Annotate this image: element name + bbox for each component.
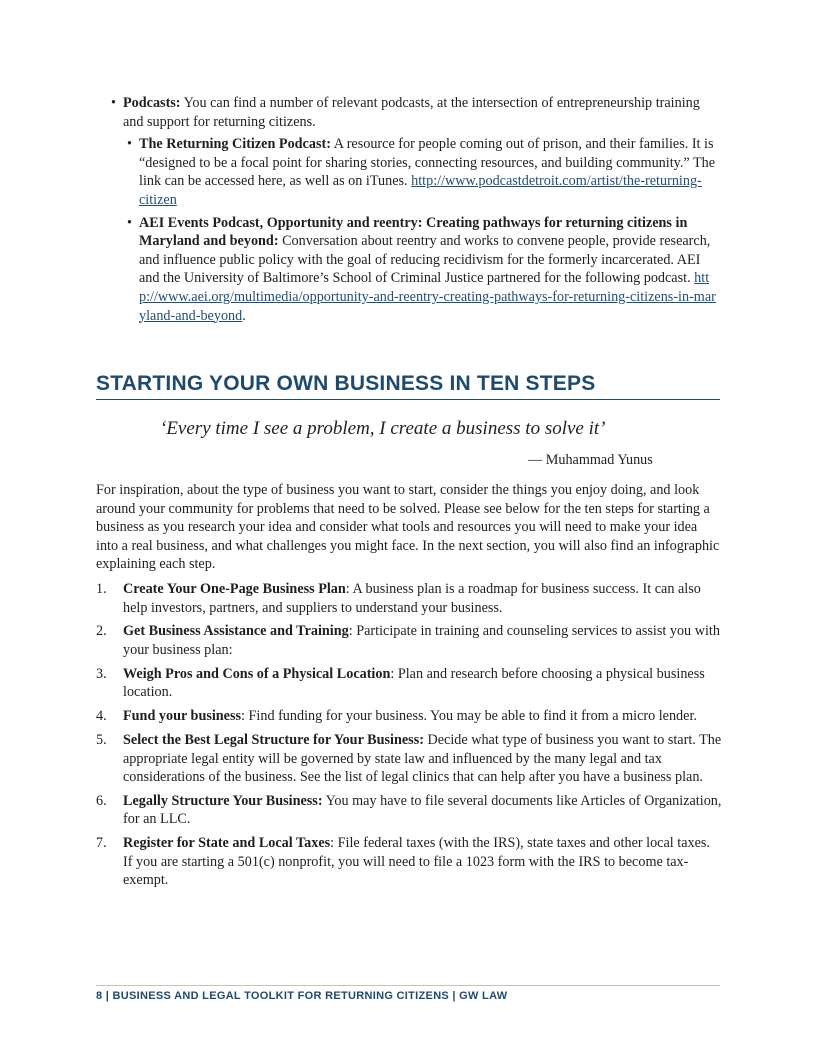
steps-list xyxy=(96,580,722,895)
podcasts-text: You can find a number of relevant podcasts, at the intersection of entrepreneurship training and support for returning citizens. xyxy=(123,95,700,130)
step-text: : Find funding for your business. You may be able to find it from a micro lender. xyxy=(241,708,697,725)
bullet-dot: • xyxy=(127,136,132,153)
page-footer: 8 | BUSINESS AND LEGAL TOOLKIT FOR RETURNING CITIZENS | GW LAW xyxy=(96,990,508,1002)
step-number: 2. xyxy=(96,623,107,640)
podcast-item-returning-citizen xyxy=(96,135,722,209)
step-item xyxy=(96,731,722,787)
podcast-description: A resource for people coming out of prison, and their families. It is “designed to be a focal point for sharing stories, connecting resources, and building community.” The link can be accessed here, as well as on iTunes. xyxy=(139,136,716,190)
step-text: You may have to file several documents like Articles of Organization, for an LLC. xyxy=(123,792,722,828)
step-item xyxy=(96,580,722,617)
podcast-list xyxy=(96,135,722,325)
step-title: Get Business Assistance and Training xyxy=(123,623,349,640)
podcasts-section xyxy=(96,94,722,329)
step-text: : Plan and research before choosing a physical business location. xyxy=(123,665,705,701)
step-item xyxy=(96,834,722,890)
step-title: Fund your business xyxy=(123,708,242,725)
step-number: 4. xyxy=(96,708,107,725)
podcast-title: AEI Events Podcast, Opportunity and reentry: Creating pathways for returning citizens in Maryland and beyond: xyxy=(139,214,688,250)
podcast-description: Conversation about reentry and works to convene people, provide research, and influence public policy with the goal of reducing recidivism for the formerly incarcerated. AEI and the University of Baltimore’s School of Criminal Justice partnered for the following podcast. xyxy=(139,233,711,287)
step-number: 7. xyxy=(96,835,107,852)
podcast-link[interactable]: http://www.aei.org/multimedia/opportunity-and-reentry-creating-pathways-for-returning-citizens-in-maryland-and-beyond xyxy=(139,270,716,324)
quote-text: ‘Every time I see a problem, I create a business to solve it’ xyxy=(160,418,606,439)
step-text: Decide what type of business you want to start. The appropriate legal entity will be governed by state law and influenced by the many legal and tax considerations of the business. See the list of legal clinics that can help after you have a business plan. xyxy=(123,731,722,786)
step-title: Create Your One-Page Business Plan xyxy=(123,581,346,597)
podcasts-bullet xyxy=(96,94,722,131)
step-text: : File federal taxes (with the IRS), state taxes and other local taxes. If you are starting a 501(c) nonprofit, you will need to file a 1023 form with the IRS to become tax-exempt. xyxy=(123,835,710,889)
step-item xyxy=(96,792,722,829)
podcast-link[interactable]: http://www.podcastdetroit.com/artist/the-returning-citizen xyxy=(139,173,702,208)
section-heading: STARTING YOUR OWN BUSINESS IN TEN STEPS xyxy=(96,372,720,400)
step-title: Register for State and Local Taxes xyxy=(123,835,331,852)
podcast-title: The Returning Citizen Podcast: xyxy=(139,136,331,153)
intro-paragraph: For inspiration, about the type of business you want to start, consider the things you enjoy doing, and look around your community for problems that need to be solved. Please see below for the ten steps for starting a business as you research your idea and consider what tools and resources you will need to make your idea into a real business, and what challenges you might face. In the next section, you will also find an infographic explaining each step. xyxy=(96,482,720,573)
step-title: Select the Best Legal Structure for Your Business: xyxy=(123,731,424,748)
step-item xyxy=(96,622,722,659)
step-number: 6. xyxy=(96,792,107,809)
bullet-dot: • xyxy=(111,95,116,111)
bullet-dot: • xyxy=(127,214,132,231)
step-text: : Participate in training and counseling services to assist you with your business plan: xyxy=(123,623,720,658)
step-item xyxy=(96,707,722,726)
step-text: : A business plan is a roadmap for business success. It can also help investors, partners, and suppliers to understand your business. xyxy=(123,581,701,616)
step-title: Legally Structure Your Business: xyxy=(123,792,323,809)
step-number: 5. xyxy=(96,731,107,748)
step-number: 1. xyxy=(96,581,107,597)
step-number: 3. xyxy=(96,665,107,682)
step-item xyxy=(96,665,722,702)
step-title: Weigh Pros and Cons of a Physical Location xyxy=(123,665,391,682)
quote-attribution: — Muhammad Yunus xyxy=(528,452,653,468)
podcast-item-aei-events xyxy=(96,214,722,326)
footer-divider xyxy=(96,985,720,986)
podcasts-label: Podcasts: xyxy=(123,95,181,111)
podcast-after: . xyxy=(242,307,246,324)
